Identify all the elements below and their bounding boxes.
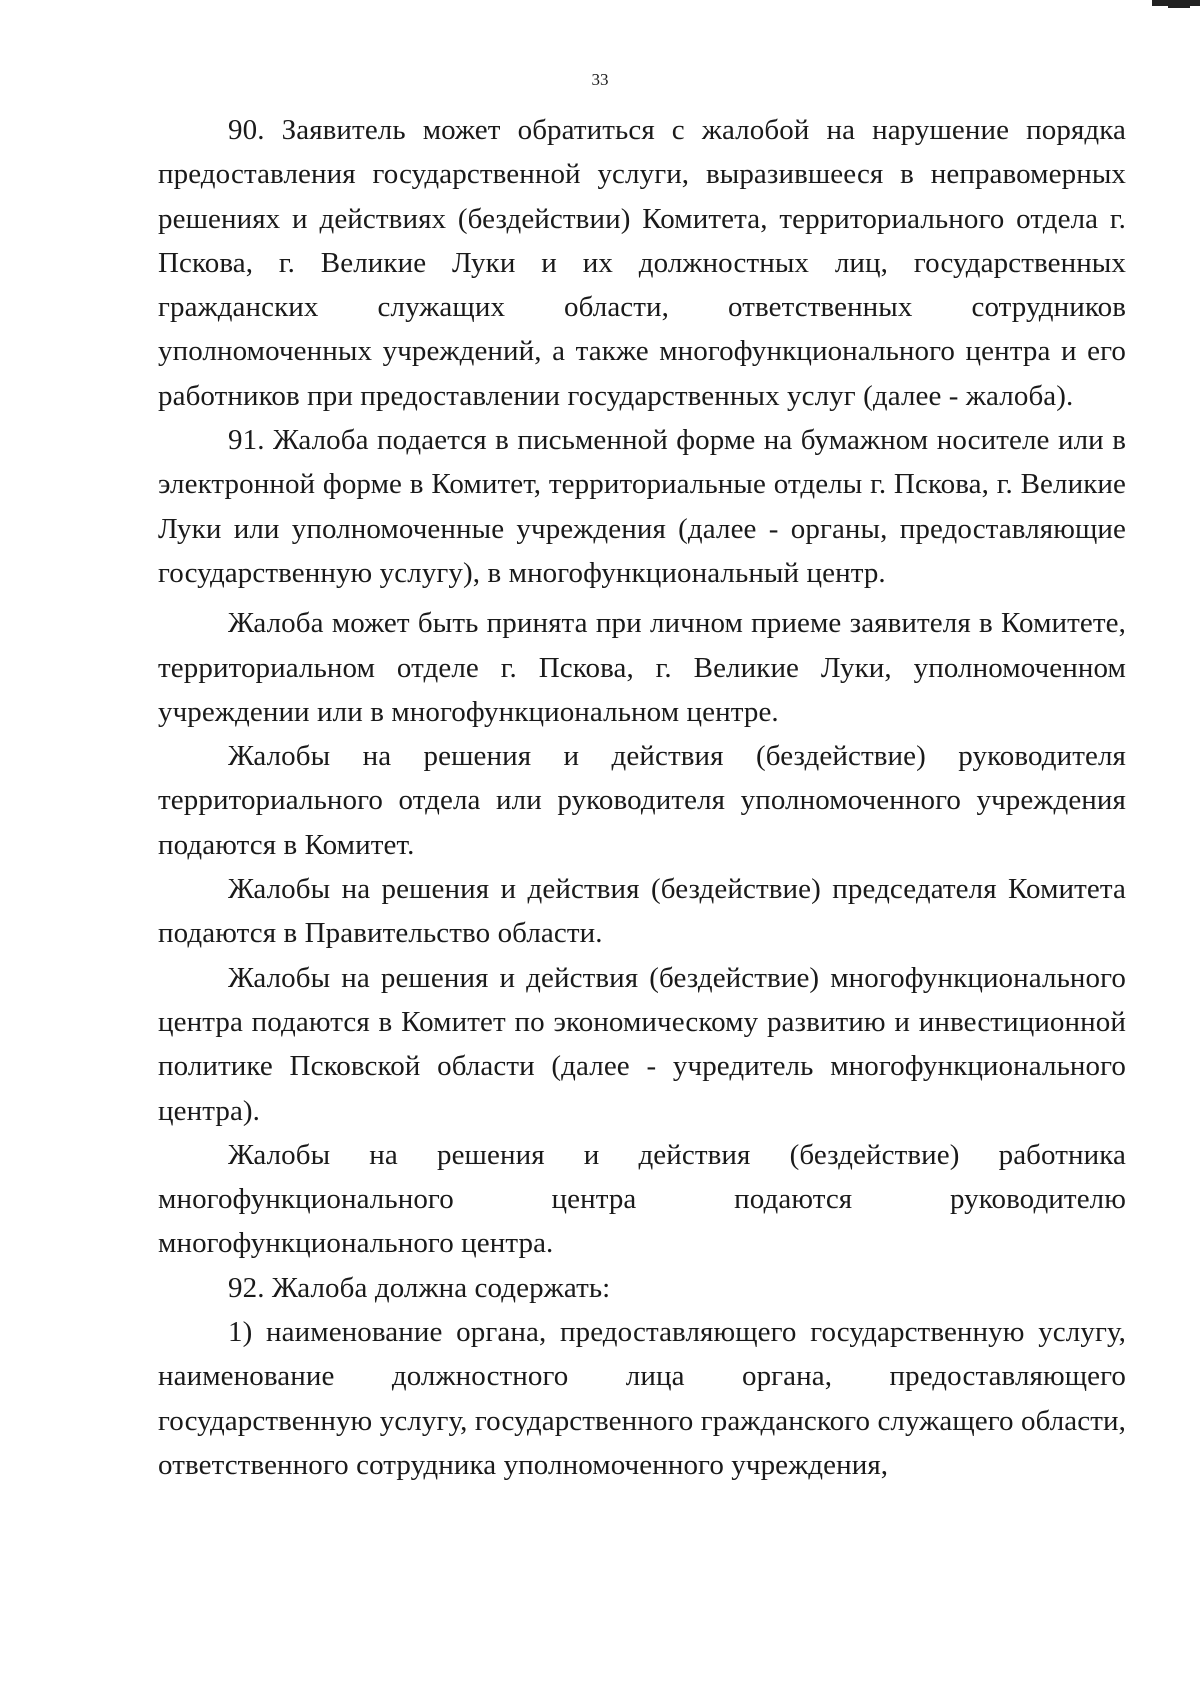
page-number: 33	[591, 70, 609, 89]
paragraph-personal-reception: Жалоба может быть принята при личном приеме заявителя в Комитете, территориальном отделе г. Пскова, г. Великие Луки, уполномоченном учреждении или в многофункциональном центре.	[158, 607, 1126, 728]
paragraph-91: 91. Жалоба подается в письменной форме на бумажном носителе или в электронной форме в Комитет, территориальные отделы г. Пскова, г. Великие Луки или уполномоченные учреждения (далее - органы, предоставляющие государственную услугу), в многофункциональный центр.	[158, 424, 1126, 589]
document-body	[158, 108, 1126, 1487]
paragraph-complaints-committee-chair: Жалобы на решения и действия (бездействие) председателя Комитета подаются в Правительство области.	[158, 873, 1126, 950]
scan-edge-mark	[1152, 0, 1200, 6]
paragraph-complaints-department-head: Жалобы на решения и действия (бездействие) руководителя территориального отдела или руководителя уполномоченного учреждения подаются в Комитет.	[158, 740, 1126, 861]
paragraph-complaints-mfc: Жалобы на решения и действия (бездействие) многофункционального центра подаются в Комитет по экономическому развитию и инвестиционной политике Псковской области (далее - учредитель многофункционального центра).	[158, 961, 1126, 1127]
paragraph-90: 90. Заявитель может обратиться с жалобой на нарушение порядка предоставления государственной услуги, выразившееся в неправомерных решениях и действиях (бездействии) Комитета, территориального отдела г. Пскова, г. Великие Луки и их должностных лиц, государственных гражданских служащих области, ответственных сотрудников уполномоченных учреждений, а также многофункционального центра и его работников при предоставлении государственных услуг (далее - жалоба).	[158, 114, 1126, 412]
paragraph-92: 92. Жалоба должна содержать:	[228, 1271, 611, 1304]
paragraph-complaints-mfc-employee: Жалобы на решения и действия (бездействие) работника многофункционального центра подаются руководителю многофункционального центра.	[158, 1138, 1126, 1260]
paragraph-92-item-1: 1) наименование органа, предоставляющего государственную услугу, наименование должностного лица органа, предоставляющего государственную услугу, государственного гражданского служащего области, ответственного сотрудника уполномоченного учреждения,	[158, 1316, 1126, 1481]
